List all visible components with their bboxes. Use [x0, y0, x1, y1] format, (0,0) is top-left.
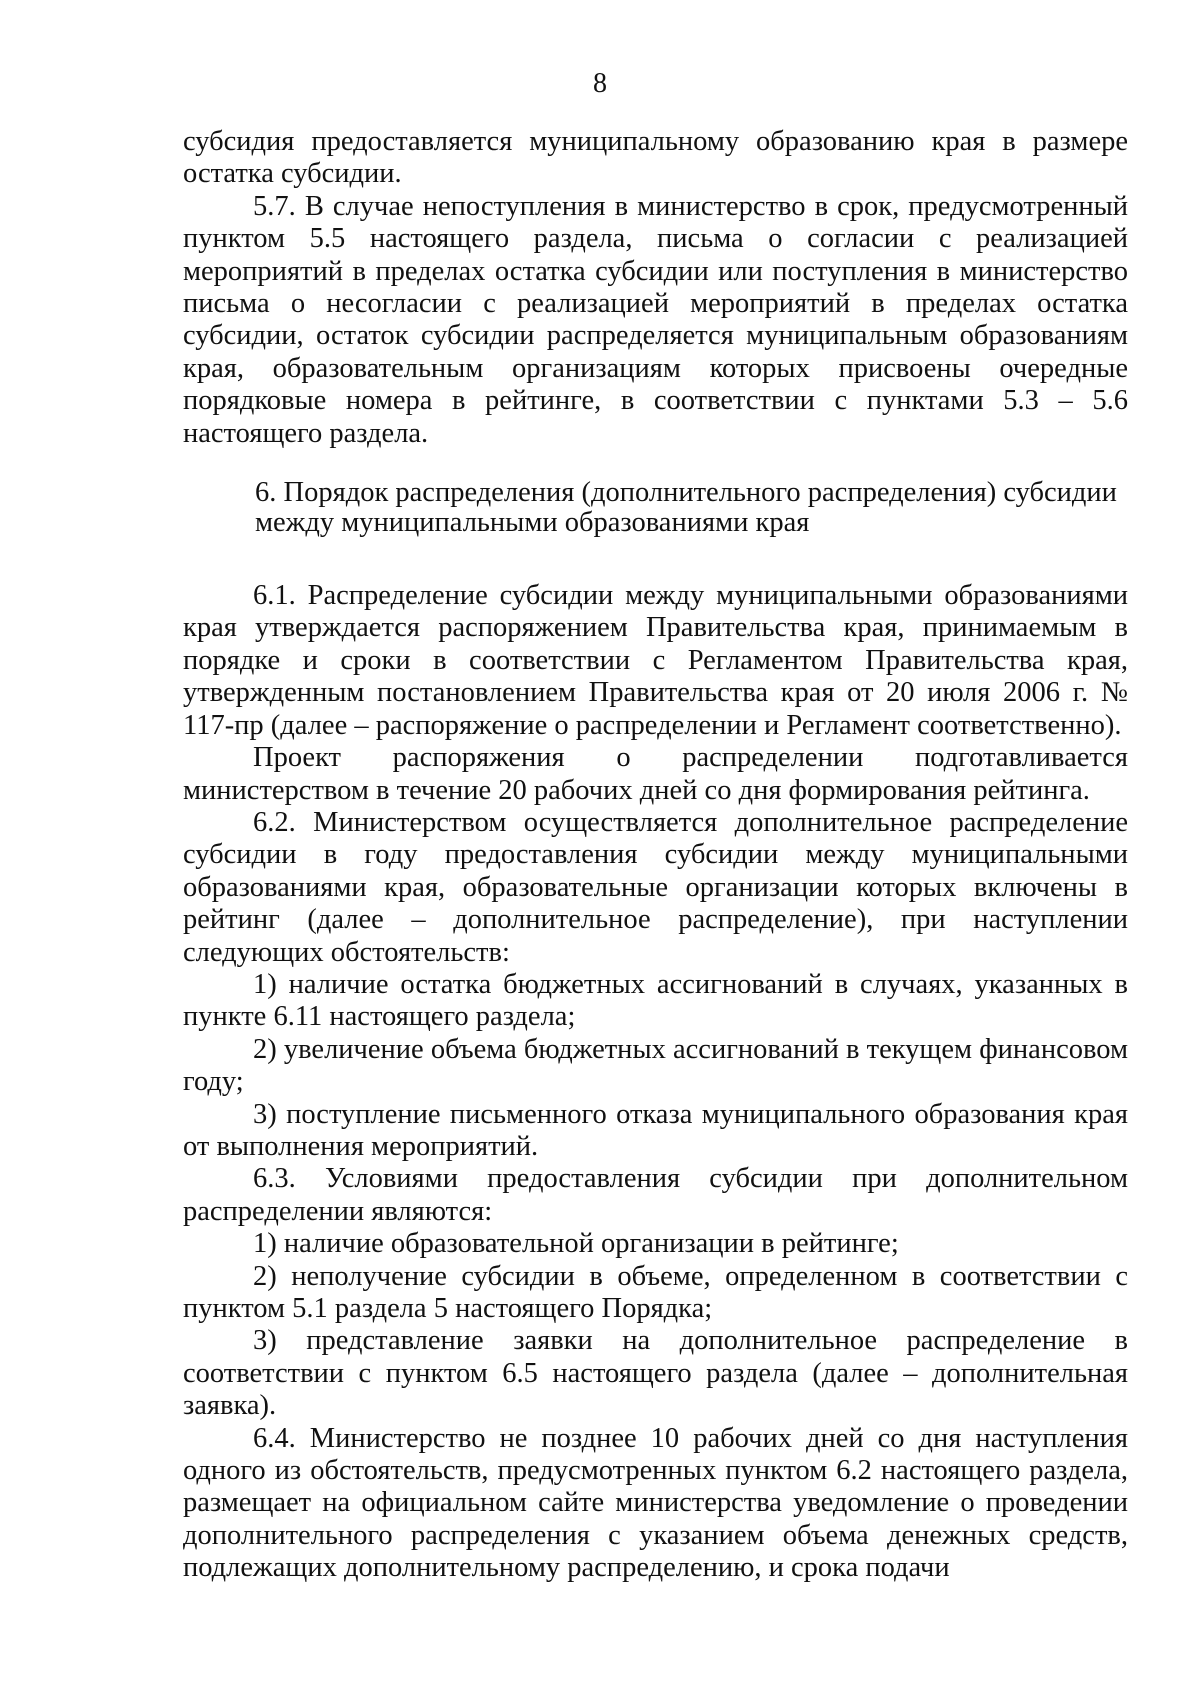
list-item-6-3-2: 2) неполучение субсидии в объеме, определенном в соответствии с пунктом 5.1 раздела 5 настоящего Порядка;	[183, 1260, 1128, 1324]
list-item-6-2-3: 3) поступление письменного отказа муниципального образования края от выполнения мероприятий.	[183, 1098, 1128, 1162]
list-item-6-3-1: 1) наличие образовательной организации в рейтинге;	[253, 1228, 899, 1260]
paragraph-6-1: 6.1. Распределение субсидии между муниципальными образованиями края утверждается распоряжением Правительства края, принимаемым в порядке и сроки в соответствии с Регламентом Правительства края, утвержденным постановлением Правительства края от 20 июля 2006 г. № 117-пр (далее – распоряжение о распределении и Регламент соответственно).	[183, 580, 1128, 741]
list-item-6-2-1: 1) наличие остатка бюджетных ассигнований в случаях, указанных в пункте 6.11 настоящего раздела;	[183, 968, 1128, 1033]
spacer	[183, 450, 1128, 478]
section-title-line-2: между муниципальными образованиями края	[255, 507, 810, 539]
spacer	[183, 538, 1128, 580]
section-title-line-1: 6. Порядок распределения (дополнительного распределения) субсидии	[255, 477, 1117, 509]
paragraph-5-7: 5.7. В случае непоступления в министерство в срок, предусмотренный пунктом 5.5 настоящего раздела, письма о согласии с реализацией мероприятий в пределах остатка субсидии или поступления в министерство письма о несогласии с реализацией мероприятий в пределах остатка субсидии, остаток субсидии распределяется муниципальным образованиям края, образовательным организациям которых присвоены очередные порядковые номера в рейтинге, в соответствии с пунктами 5.3 – 5.6 настоящего раздела.	[183, 190, 1128, 449]
section-title	[183, 478, 1128, 538]
page-number: 8	[593, 68, 607, 99]
list-item-6-3-3: 3) представление заявки на дополнительное распределение в соответствии с пунктом 6.5 настоящего раздела (далее – дополнительная заявка).	[183, 1325, 1128, 1422]
paragraph-draft-order: Проект распоряжения о распределении подготавливается министерством в течение 20 рабочих дней со дня формирования рейтинга.	[183, 742, 1128, 806]
paragraph-6-3: 6.3. Условиями предоставления субсидии при дополнительном распределении являются:	[183, 1163, 1128, 1227]
paragraph-6-4: 6.4. Министерство не позднее 10 рабочих дней со дня наступления одного из обстоятельств, предусмотренных пунктом 6.2 настоящего раздела, размещает на официальном сайте министерства уведомление о проведении дополнительного распределения с указанием объема денежных средств, подлежащих дополнительному распределению, и срока подачи	[183, 1422, 1128, 1584]
paragraph-6-2: 6.2. Министерством осуществляется дополнительное распределение субсидии в году предоставления субсидии между муниципальными образованиями края, образовательные организации которых включены в рейтинг (далее – дополнительное распределение), при наступлении следующих обстоятельств:	[183, 806, 1128, 968]
paragraph-continuation: субсидия предоставляется муниципальному образованию края в размере остатка субсидии.	[183, 126, 1128, 190]
list-item-6-2-2: 2) увеличение объема бюджетных ассигнований в текущем финансовом году;	[183, 1033, 1128, 1098]
document-body	[183, 126, 1128, 1585]
